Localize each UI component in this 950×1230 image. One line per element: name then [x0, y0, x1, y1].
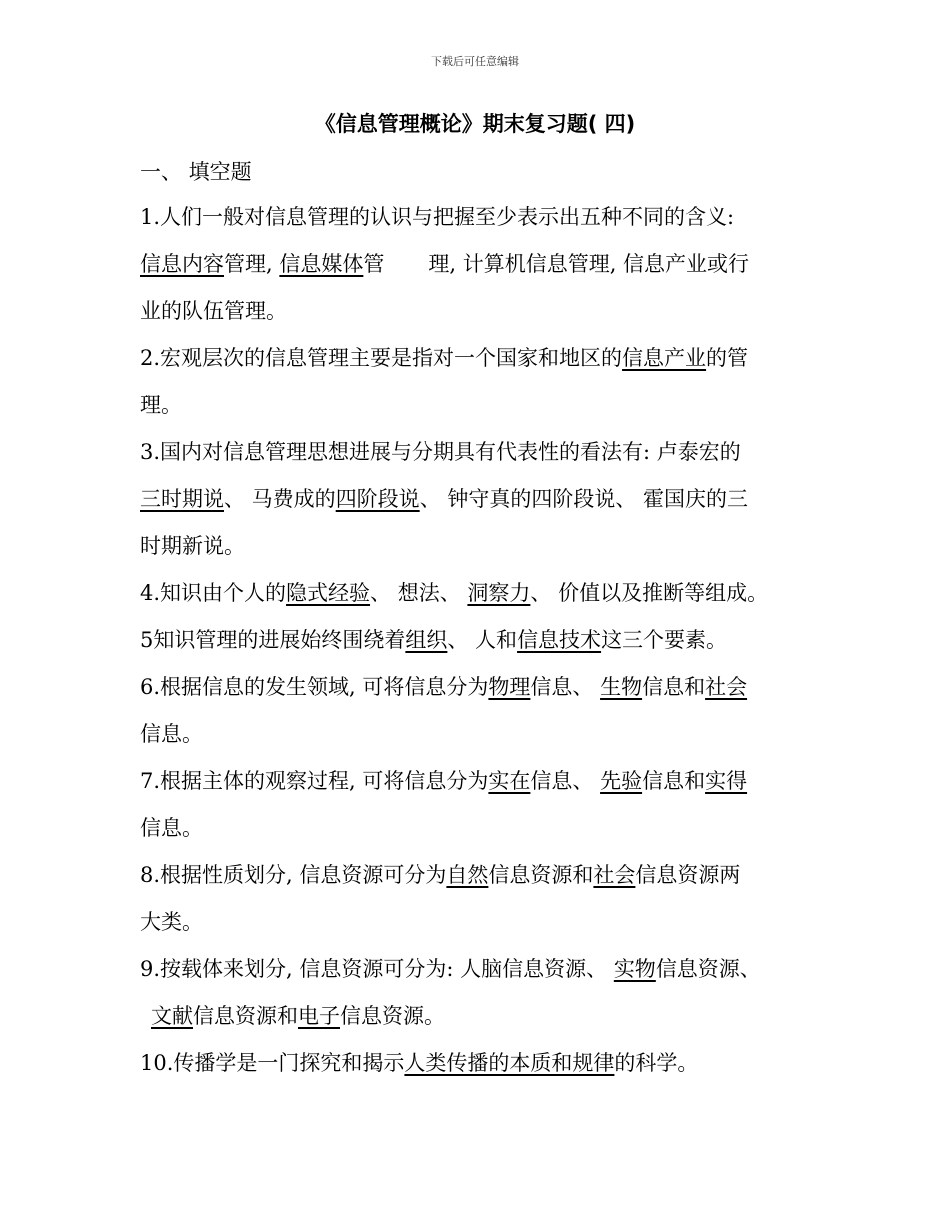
text-segment: 4.知识由个人的	[140, 581, 287, 605]
answer-underlined: 信息内容	[140, 252, 224, 276]
document-title: 《信息管理概论》期末复习题( 四)	[314, 112, 636, 136]
text-segment: 管	[363, 252, 385, 276]
text-segment: 信息资源。	[340, 1004, 445, 1028]
answer-underlined: 社会	[705, 675, 748, 699]
answer-underlined: 自然	[446, 863, 489, 887]
answer-underlined: 生物	[600, 675, 643, 699]
text-line	[140, 531, 830, 578]
text-line	[140, 719, 830, 766]
text-segment: 理。	[140, 393, 182, 417]
answer-underlined: 组织	[405, 628, 448, 652]
text-segment: 信息。	[140, 816, 203, 840]
text-segment: 大类。	[140, 910, 203, 934]
answer-underlined: 洞察力	[467, 581, 531, 605]
text-segment: 6.根据信息的发生领域, 可将信息分为	[140, 675, 489, 699]
text-line	[140, 1001, 830, 1048]
text-segment: 10.传播学是一门探究和揭示	[140, 1051, 405, 1075]
text-segment: 信息。	[140, 722, 203, 746]
text-line	[140, 672, 830, 719]
answer-underlined: 先验	[600, 769, 643, 793]
text-segment: 信息资源、	[655, 957, 761, 981]
text-segment: 信息资源和	[193, 1004, 298, 1028]
text-segment: 1.人们一般对信息管理的认识与把握至少表示出五种不同的含义:	[140, 205, 735, 229]
text-segment: 管理,	[224, 252, 280, 276]
text-segment: 、 钟守真的四阶段说、 霍国庆的三	[419, 487, 749, 511]
text-segment: 的管	[706, 346, 749, 370]
page-header-note: 下载后可任意编辑	[431, 55, 519, 68]
answer-underlined: 信息产业	[622, 346, 707, 370]
answer-underlined: 实得	[705, 769, 748, 793]
text-segment: 信息资源和	[488, 863, 594, 887]
text-segment: 时期新说。	[140, 534, 245, 558]
text-segment: 信息和	[642, 675, 706, 699]
text-line	[140, 766, 830, 813]
answer-underlined: 隐式经验	[286, 581, 371, 605]
text-segment: 的科学。	[614, 1051, 699, 1075]
answer-underlined: 三时期说	[140, 487, 224, 511]
text-line	[140, 625, 830, 672]
text-line	[140, 202, 830, 249]
text-segment: 7.根据主体的观察过程, 可将信息分为	[140, 769, 489, 793]
text-segment: 理, 计算机信息管理, 信息产业或行	[428, 252, 750, 276]
answer-underlined: 电子	[298, 1004, 340, 1028]
text-segment: 5知识管理的进展始终围绕着	[140, 628, 406, 652]
answer-underlined: 实物	[613, 957, 656, 981]
text-line	[140, 296, 830, 343]
answer-underlined: 文献	[151, 1004, 193, 1028]
text-line	[140, 954, 830, 1001]
text-line	[140, 484, 830, 531]
answer-underlined: 人类传播的本质和规律	[404, 1051, 615, 1075]
text-line	[140, 249, 830, 296]
section-heading: 一、 填空题	[140, 160, 252, 184]
question-list	[140, 202, 830, 1095]
answer-underlined: 社会	[593, 863, 636, 887]
text-segment: 业的队伍管理。	[140, 299, 287, 323]
text-line	[140, 390, 830, 437]
answer-underlined: 信息技术	[517, 628, 602, 652]
text-segment: 、 人和	[447, 628, 518, 652]
text-line	[140, 907, 830, 954]
answer-underlined: 实在	[488, 769, 531, 793]
answer-underlined: 四阶段说	[335, 487, 420, 511]
text-segment: 9.按载体来划分, 信息资源可分为: 人脑信息资源、	[140, 957, 614, 981]
answer-underlined: 信息媒体	[279, 252, 364, 276]
text-segment: 2.宏观层次的信息管理主要是指对一个国家和地区的	[140, 346, 623, 370]
text-line	[140, 860, 830, 907]
text-segment: 、 马费成的	[224, 487, 336, 511]
text-segment: 信息、	[530, 675, 601, 699]
text-line	[140, 343, 830, 390]
text-segment: 、 想法、	[370, 581, 468, 605]
text-segment: 信息资源两	[635, 863, 741, 887]
text-line	[140, 437, 830, 484]
text-segment: 信息、	[530, 769, 601, 793]
text-line	[140, 813, 830, 860]
text-segment: 3.国内对信息管理思想进展与分期具有代表性的看法有: 卢泰宏的	[140, 440, 741, 464]
text-segment: 、 价值以及推断等组成。	[530, 581, 769, 605]
text-segment: 8.根据性质划分, 信息资源可分为	[140, 863, 447, 887]
text-line	[140, 1048, 830, 1095]
text-segment: 这三个要素。	[601, 628, 728, 652]
text-segment: 信息和	[642, 769, 706, 793]
text-line	[140, 578, 830, 625]
answer-underlined: 物理	[488, 675, 531, 699]
